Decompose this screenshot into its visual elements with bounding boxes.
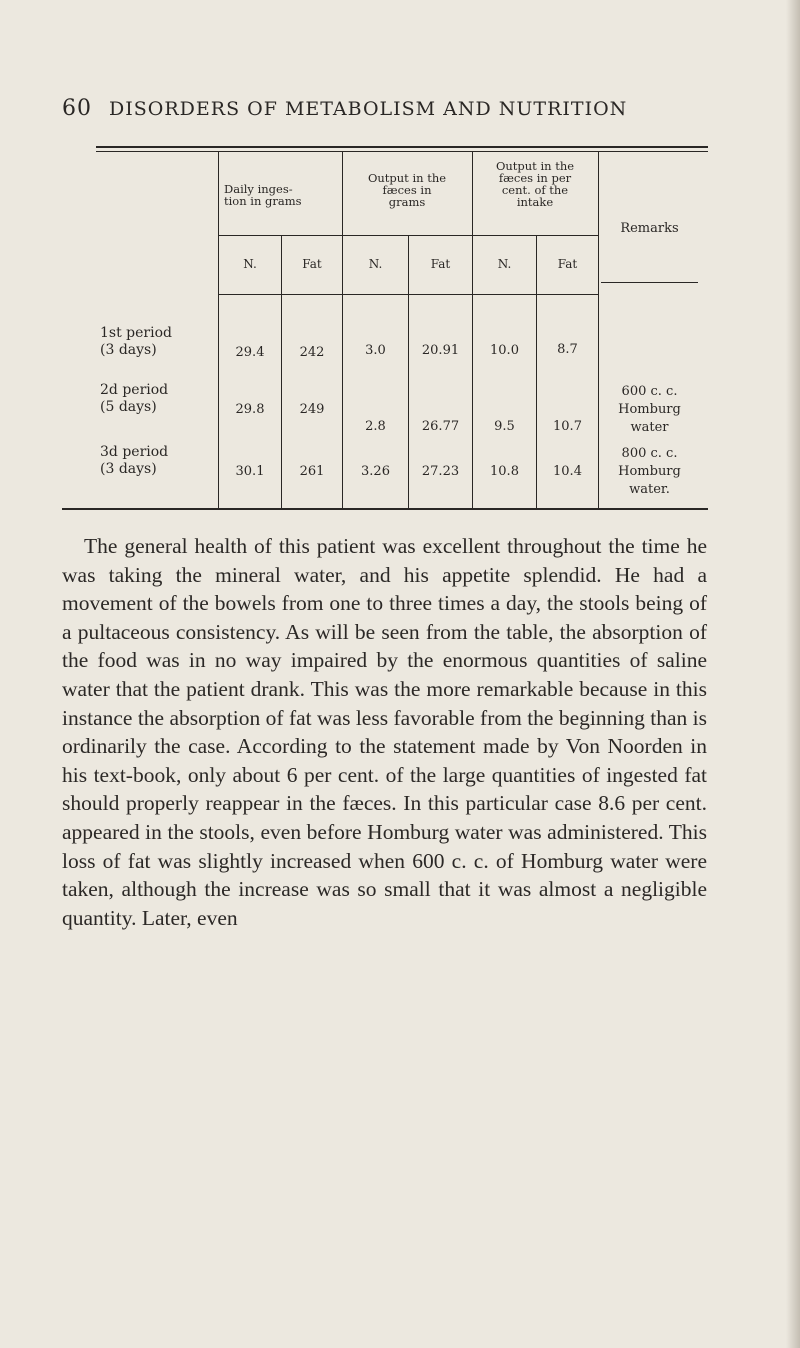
header-remarks: Remarks xyxy=(620,221,679,236)
table-top-rule xyxy=(96,146,708,148)
row-3-pct-n: 10.8 xyxy=(490,464,519,479)
subheader-out-fat: Fat xyxy=(430,257,451,271)
row-1-label: 1st period (3 days) xyxy=(100,325,172,358)
row-2-pct-n: 9.5 xyxy=(494,419,515,434)
row-1-out-n: 3.0 xyxy=(365,343,386,358)
subheader-out-n: N. xyxy=(368,257,383,271)
subheader-intake-n: N. xyxy=(243,257,257,271)
header-output-grams: Output in the fæces in grams xyxy=(367,171,447,209)
row-3-out-fat: 27.23 xyxy=(421,464,460,479)
table-top-rule-thin xyxy=(96,151,708,152)
row-3-intake-n: 30.1 xyxy=(235,464,265,479)
row-2-label: 2d period (5 days) xyxy=(100,382,169,415)
col-rule-3 xyxy=(342,152,343,508)
row-1-pct-n: 10.0 xyxy=(490,343,519,358)
row-2-remarks: 600 c. c. Homburg water xyxy=(618,384,681,435)
row-2-out-n: 2.8 xyxy=(365,419,386,434)
col-rule-7 xyxy=(598,152,599,508)
col-rule-1 xyxy=(218,152,219,508)
row-1-out-fat: 20.91 xyxy=(421,343,460,358)
row-1-intake-fat: 242 xyxy=(299,345,325,360)
row-3-pct-fat: 10.4 xyxy=(553,464,582,479)
row-1-pct-fat: 8.7 xyxy=(557,342,578,357)
row-3-out-n: 3.26 xyxy=(361,464,390,479)
header-output-percent: Output in the fæces in per cent. of the intake xyxy=(495,159,575,209)
running-title: DISORDERS OF METABOLISM AND NUTRITION xyxy=(109,98,628,120)
col-rule-5 xyxy=(472,152,473,508)
row-3-label: 3d period (3 days) xyxy=(100,444,169,477)
row-2-pct-fat: 10.7 xyxy=(553,419,582,434)
header-intake: Daily inges- tion in grams xyxy=(224,182,302,208)
data-table xyxy=(0,0,800,520)
page-number: 60 xyxy=(62,96,92,121)
table-bottom-rule xyxy=(62,508,708,510)
remarks-header-rule xyxy=(601,282,698,283)
row-2-intake-n: 29.8 xyxy=(235,402,265,417)
subheader-pct-fat: Fat xyxy=(557,257,578,271)
paragraph-text: The general health of this patient was excellent throughout the time he was taking the mineral water, and his appetite splendid. He had a movement of the bowels from one to three times a day, the stools being of a pultaceous consistency. As will be seen from the table, the absorption of the food was in no way impaired by the enormous quantities of saline water that the patient drank. This was the more remarkable because in this instance the absorption of fat was less favorable from the beginning than is ordinarily the case. According to the statement made by Von Noorden in his text-book, only about 6 per cent. of the large quantities of ingested fat should properly reappear in the fæces. In this particular case 8.6 per cent. appeared in the stools, even before Homburg water was administered. This loss of fat was slightly increased when 600 c. c. of Homburg water were taken, although the increase was so small that it was almost a negligible quantity. Later, even xyxy=(62,534,707,930)
row-3-remarks: 800 c. c. Homburg water. xyxy=(618,446,681,497)
row-2-out-fat: 26.77 xyxy=(421,419,460,434)
row-1-intake-n: 29.4 xyxy=(235,345,265,360)
row-2-intake-fat: 249 xyxy=(299,402,325,417)
row-3-intake-fat: 261 xyxy=(299,464,325,479)
subheader-intake-fat: Fat xyxy=(302,257,322,271)
subheader-pct-n: N. xyxy=(497,257,512,271)
body-paragraph xyxy=(62,532,707,932)
